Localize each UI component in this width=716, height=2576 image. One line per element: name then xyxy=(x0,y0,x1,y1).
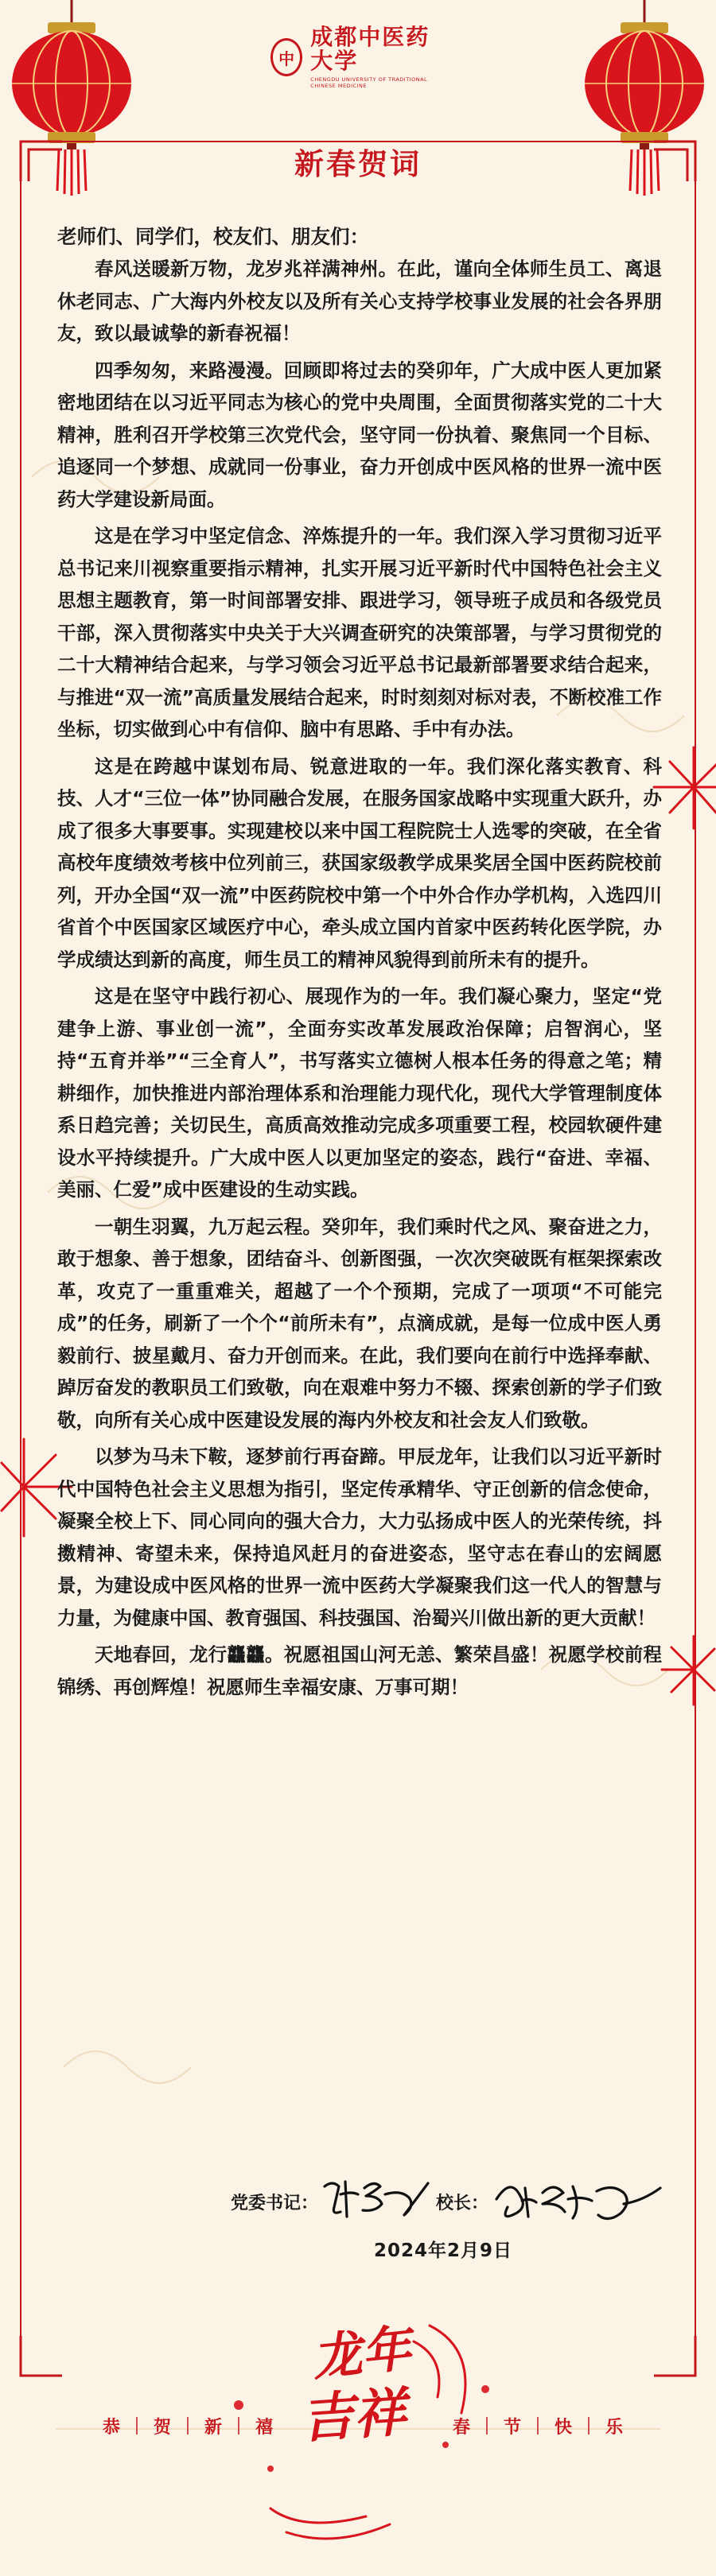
greeting-right-char-3: 快 xyxy=(554,2417,572,2438)
signature-block xyxy=(231,2171,676,2234)
university-name-en: CHENGDU UNIVERSITY OF TRADITIONAL CHINESE MEDICINE xyxy=(310,76,428,89)
university-logo xyxy=(270,24,453,89)
greeting-left-char-2: 贺 xyxy=(153,2417,171,2438)
paragraph-6: 一朝生羽翼，九万起云程。癸卯年，我们乘时代之风、聚奋进之力，敢于想象、善于想象，团结奋斗、创新图强，一次次突破既有框架探索改革，攻克了一重重难关，超越了一个个预期，完成了一项项“不可能完成”的任务，刷新了一个个“前所未有”，点滴成就，是每一位成中医人勇毅前行、披星戴月、奋力开创而来。在此，我们要向在前行中选择奉献、踔厉奋发的教职员工们致敬，向在艰难中努力不辍、探索创新的学子们致敬，向所有关心成中医建设发展的海内外校友和社会友人们致敬。 xyxy=(57,1215,662,1431)
letter-date: 2024年2月9日 xyxy=(374,2240,513,2261)
paragraph-7: 以梦为马未下鞍，逐梦前行再奋蹄。甲辰龙年，让我们以习近平新时代中国特色社会主义思想为指引，坚定传承精华、守正创新的信念使命，凝聚全校上下、同心同向的强大合力，大力弘扬成中医人的光荣传统，抖擞精神、寄望未来，保持追风赶月的奋进姿态，坚守志在春山的宏阔愿景，为建设成中医风格的世界一流中医药大学凝聚我们这一代人的智慧与力量，为健康中国、教育强国、科技强国、治蜀兴川做出新的更大贡献！ xyxy=(57,1445,662,1629)
firework-right-bottom-icon xyxy=(654,1630,716,1709)
paragraph-8: 天地春回，龙行龘龘。祝愿祖国山河无恙、繁荣昌盛！祝愿学校前程锦绣、再创辉煌！祝愿师生幸福安康、万事可期！ xyxy=(57,1643,662,1698)
president-handwritten-signature xyxy=(490,2172,665,2228)
university-seal-icon: 中 xyxy=(270,38,302,76)
greeting-left-char-1: 恭 xyxy=(102,2417,120,2438)
letter-body xyxy=(57,221,662,1708)
paragraph-5: 这是在坚守中践行初心、展现作为的一年。我们凝心聚力，坚定“党建争上游、事业创一流”，全面夯实改革发展政治保障；启智润心，坚持“五育并举”“三全育人”，书写落实立德树人根本任务的得意之笔；精耕细作，加快推进内部治理体系和治理能力现代化，现代大学管理制度体系日趋完善；关切民生，高质高效推动完成多项重要工程，校园软硬件建设水平持续提升。广大成中医人以更加坚定的姿态，践行“奋进、幸福、美丽、仁爱”成中医建设的生动实践。 xyxy=(57,985,662,1201)
salutation: 老师们、同学们，校友们、朋友们： xyxy=(57,225,369,248)
university-name: 成都中医药大学 xyxy=(310,24,430,74)
greeting-left-char-4: 禧 xyxy=(255,2417,273,2438)
dragon-year-text: 龙年 xyxy=(309,2318,414,2388)
paragraph-4: 这是在跨越中谋划布局、锐意进取的一年。我们深化落实教育、科技、人才“三位一体”协同融合发展，在服务国家战略中实现重大跃升，办成了很多大事要事。实现建校以来中国工程院院士人选零的突破，在全省高校年度绩效考核中位列前三，获国家级教学成果奖居全国中医药院校前列，开办全国“双一流”中医药院校中第一个中外合作办学机构，入选四川省首个中医国家区域医疗中心，牵头成立国内首家中医药转化医学院，办学成绩达到新的高度，师生员工的精神风貌得到前所未有的提升。 xyxy=(57,755,662,971)
paragraph-1: 春风送暖新万物，龙岁兆祥满神州。在此，谨向全体师生员工、离退休老同志、广大海内外校友以及所有关心支持学校事业发展的社会各界朋友，致以最诚挚的新春祝福！ xyxy=(57,258,662,344)
paragraph-3: 这是在学习中坚定信念、淬炼提升的一年。我们深入学习贯彻习近平总书记来川视察重要指示精神，扎实开展习近平新时代中国特色社会主义思想主题教育，第一时间部署安排、跟进学习，领导班子成员和各级党员干部，深入贯彻落实中央关于大兴调查研究的决策部署，与学习贯彻党的二十大精神结合起来，与学习领会习近平总书记最新部署要求结合起来，与推进“双一流”高质量发展结合起来，时时刻刻对标对表，不断校准工作坐标，切实做到心中有信仰、脑中有思路、手中有办法。 xyxy=(57,525,662,740)
greeting-separators xyxy=(0,2414,716,2438)
party-secretary-label: 党委书记： xyxy=(231,2194,319,2213)
greeting-left-char-3: 新 xyxy=(204,2417,222,2438)
auspicious-text: 吉祥 xyxy=(298,2380,408,2450)
paragraph-2: 四季匆匆，来路漫漫。回顾即将过去的癸卯年，广大成中医人更加紧密地团结在以习近平同志为核心的党中央周围，全面贯彻落实党的二十大精神，胜利召开学校第三次党代会，坚守同一份执着、聚焦同一个目标、追逐同一个梦想、成就同一份事业，奋力开创成中医风格的世界一流中医药大学建设新局面。 xyxy=(57,359,662,510)
page-title: 新春贺词 xyxy=(294,146,422,181)
party-secretary-handwritten-signature xyxy=(317,2171,436,2226)
university-logo-text xyxy=(310,25,453,89)
greeting-right-char-4: 乐 xyxy=(605,2417,623,2438)
greeting-right-char-2: 节 xyxy=(503,2417,521,2438)
president-label: 校长： xyxy=(436,2194,489,2213)
greeting-right-char-1: 春 xyxy=(452,2417,470,2438)
